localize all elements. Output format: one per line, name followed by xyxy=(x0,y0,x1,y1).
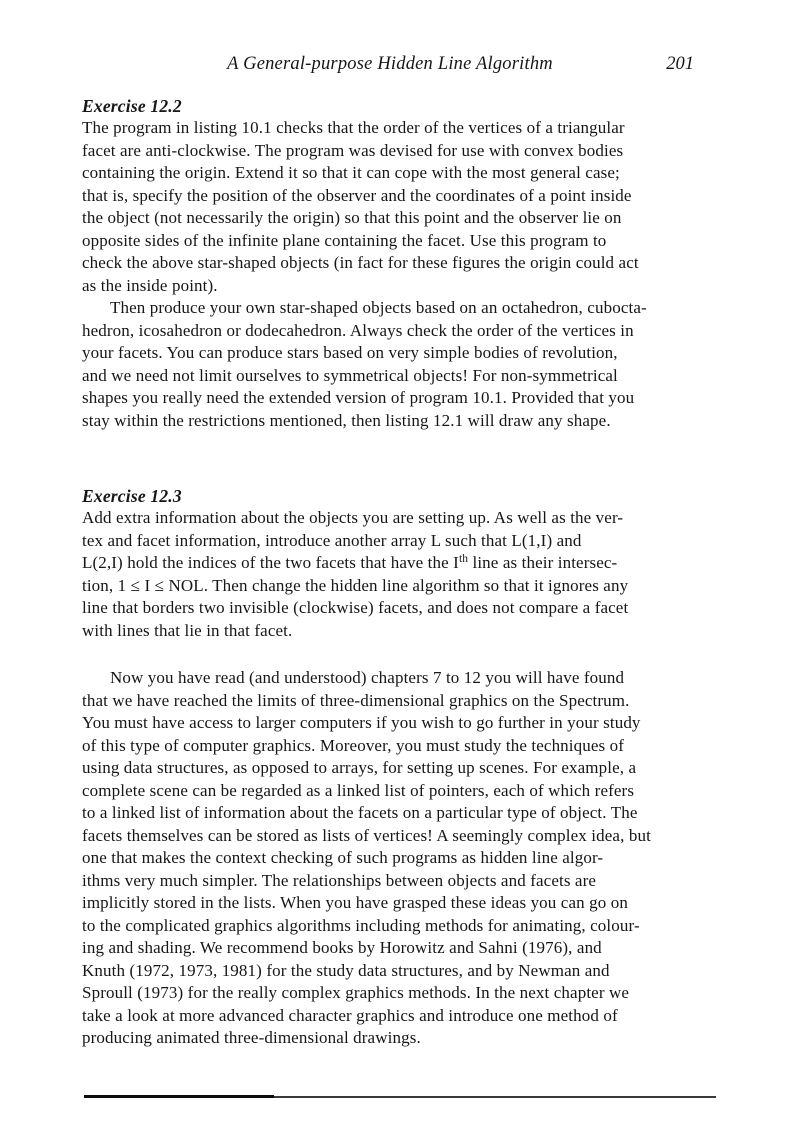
text-line: as the inside point). xyxy=(82,275,218,295)
text-segment: L(2,I) hold the indices of the two facets that have the I xyxy=(82,553,459,572)
text-line: to a linked list of information about the facets on a particular type of object. The xyxy=(82,803,638,822)
text-line: Then produce your own star-shaped objects based on an octahedron, cubocta- xyxy=(110,298,647,317)
text-line: of this type of computer graphics. Moreover, you must study the techniques of xyxy=(82,735,625,755)
text-line: Add extra information about the objects you are setting up. As well as the ver- xyxy=(82,508,624,527)
text-line: Now you have read (and understood) chapters 7 to 12 you will have found xyxy=(110,668,625,687)
text-line: to the complicated graphics algorithms including methods for animating, colour- xyxy=(82,915,640,935)
text-line: that is, specify the position of the observer and the coordinates of a point inside xyxy=(82,185,632,205)
text-line: containing the origin. Extend it so that it can cope with the most general case; xyxy=(82,163,620,182)
closing-paragraph xyxy=(82,667,742,1050)
text-line: producing animated three-dimensional drawings. xyxy=(82,1028,421,1047)
text-line: The program in listing 10.1 checks that the order of the vertices of a triangular xyxy=(82,118,625,137)
text-line: take a look at more advanced character graphics and introduce one method of xyxy=(82,1005,618,1025)
running-head-title: A General-purpose Hidden Line Algorithm xyxy=(227,54,553,74)
text-line: line that borders two invisible (clockwise) facets, and does not compare a facet xyxy=(82,598,629,617)
text-line: Knuth (1972, 1973, 1981) for the study data structures, and by Newman and xyxy=(82,960,610,980)
text-line: implicitly stored in the lists. When you have grasped these ideas you can go on xyxy=(82,893,628,912)
text-line-with-superscript xyxy=(82,552,742,575)
text-line: ing and shading. We recommend books by Horowitz and Sahni (1976), and xyxy=(82,938,602,957)
text-line: ithms very much simpler. The relationships between objects and facets are xyxy=(82,870,597,890)
text-line: facet are anti-clockwise. The program was devised for use with convex bodies xyxy=(82,140,624,160)
exercise-12-2-body xyxy=(82,117,742,432)
text-line: shapes you really need the extended version of program 10.1. Provided that you xyxy=(82,388,635,407)
text-line: one that makes the context checking of such programs as hidden line algor- xyxy=(82,848,604,867)
text-line: Sproull (1973) for the really complex graphics methods. In the next chapter we xyxy=(82,983,630,1002)
text-line: with lines that lie in that facet. xyxy=(82,620,293,640)
text-line: opposite sides of the infinite plane containing the facet. Use this program to xyxy=(82,230,607,250)
exercise-12-3-body xyxy=(82,507,742,642)
exercise-12-3-heading: Exercise 12.3 xyxy=(82,486,182,506)
text-segment: line as their intersec- xyxy=(468,553,618,572)
footnote-rule-dark-segment xyxy=(84,1095,274,1098)
text-line: hedron, icosahedron or dodecahedron. Always check the order of the vertices in xyxy=(82,320,634,340)
page-number: 201 xyxy=(666,54,694,74)
text-line: You must have access to larger computers if you wish to go further in your study xyxy=(82,713,641,732)
text-line: facets themselves can be stored as lists of vertices! A seemingly complex idea, but xyxy=(82,825,651,845)
text-line: that we have reached the limits of three-dimensional graphics on the Spectrum. xyxy=(82,690,630,710)
footnote-rule xyxy=(84,1096,716,1098)
text-line: complete scene can be regarded as a linked list of pointers, each of which refers xyxy=(82,780,635,800)
text-line: using data structures, as opposed to arrays, for setting up scenes. For example, a xyxy=(82,758,637,777)
text-line: check the above star-shaped objects (in fact for these figures the origin could act xyxy=(82,253,639,272)
text-line: your facets. You can produce stars based on very simple bodies of revolution, xyxy=(82,343,618,362)
text-line: tion, 1 ≤ I ≤ NOL. Then change the hidden line algorithm so that it ignores any xyxy=(82,575,629,595)
text-line: and we need not limit ourselves to symmetrical objects! For non-symmetrical xyxy=(82,365,618,385)
superscript-th: th xyxy=(458,553,469,565)
text-line: stay within the restrictions mentioned, then listing 12.1 will draw any shape. xyxy=(82,410,611,430)
exercise-12-2-heading: Exercise 12.2 xyxy=(82,96,182,116)
text-line: the object (not necessarily the origin) so that this point and the observer lie on xyxy=(82,208,622,227)
text-line: tex and facet information, introduce another array L such that L(1,I) and xyxy=(82,530,582,550)
